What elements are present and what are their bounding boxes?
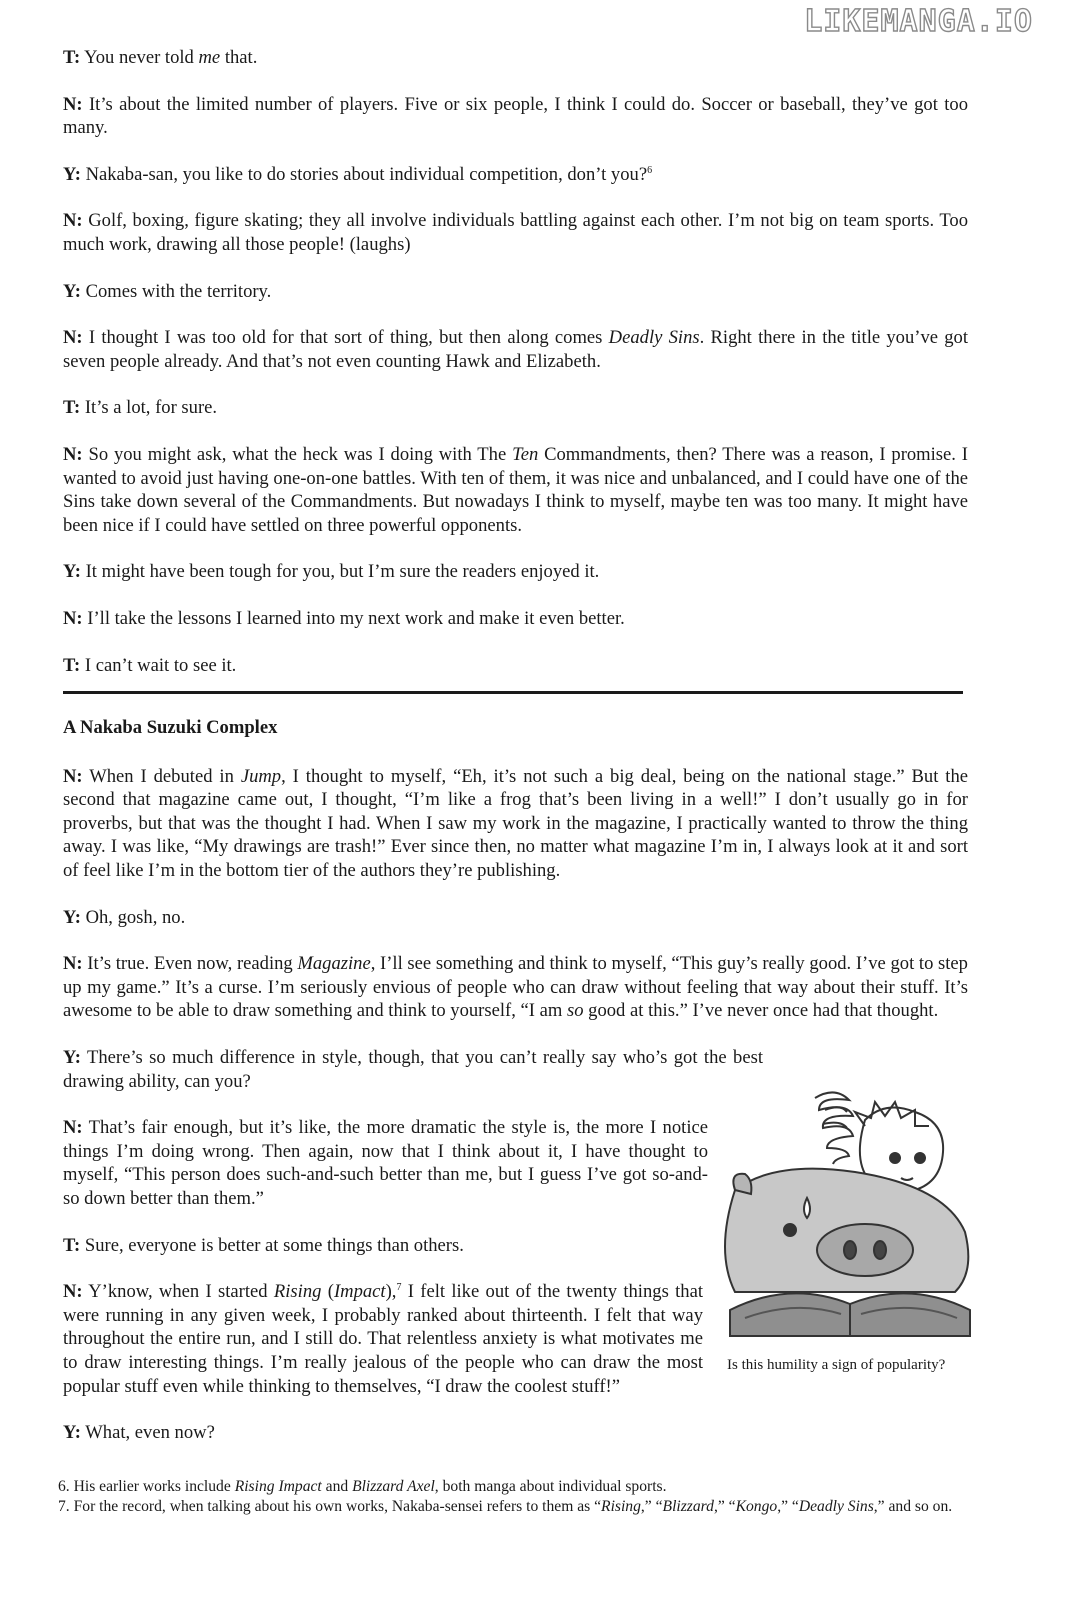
speaker-label: T: (63, 1234, 81, 1256)
dialogue-text: Comes with the territory. (80, 280, 272, 302)
speaker-label: Y: (63, 1422, 81, 1444)
speaker-label: N: (63, 443, 83, 465)
speaker-label: N: (63, 607, 83, 629)
emphasis-text: so (566, 1000, 584, 1022)
dialogue-paragraph (63, 209, 968, 256)
dialogue-text: Oh, gosh, no. (80, 906, 186, 928)
section-title: A Nakaba Suzuki Complex (63, 717, 278, 739)
footnote-text: 6. His earlier works include (58, 1478, 235, 1495)
book-icon (730, 1293, 970, 1336)
emphasis-text: Rising (273, 1281, 322, 1303)
dialogue-paragraph (63, 46, 968, 70)
dialogue-paragraph (63, 443, 968, 537)
dialogue-text: When I debuted in (82, 765, 241, 787)
dialogue-text: I can’t wait to see it. (80, 654, 237, 676)
dialogue-paragraph (63, 654, 968, 678)
dialogue-text: It’s about the limited number of players. Five or six people, I think I could do. Soccer or baseball, they’ve got too many. (63, 93, 968, 139)
emphasis-text: Rising (601, 1497, 641, 1515)
emphasis-text: Rising Impact (234, 1478, 322, 1495)
footnote-6 (58, 1477, 966, 1497)
emphasis-text: me (198, 47, 221, 68)
dialogue-text: It’s true. Even now, reading (82, 953, 298, 975)
dialogue-paragraph (63, 163, 968, 187)
footnotes (58, 1477, 966, 1516)
dialogue-text: , I’ll see something and think to myself, “This guy’s really good. I’ve got to step up my game.” It’s a curse. I’m seriously envious of people who can draw without feeling that way about their stuff. It’s awesome to be able to draw something and think to yourself, “I am (63, 953, 968, 1022)
speaker-label: N: (63, 765, 83, 787)
dialogue-paragraph (63, 396, 968, 420)
dialogue-paragraph (63, 765, 968, 883)
dialogue-text: That’s fair enough, but it’s like, the more dramatic the style is, the more I notice things I’m doing wrong. Then again, now that I think about it, I have thought to myself, “This person does such-and-such better than me, but I guess I’ve got so-and-so down better than them.” (63, 1117, 708, 1209)
dialogue-paragraph (63, 560, 968, 584)
footnote-text: 7. For the record, when talking about his own works, Nakaba-sensei refers to them as “ (58, 1497, 602, 1515)
emphasis-text: Ten (512, 443, 539, 465)
footnote-text: , both manga about individual sports. (434, 1478, 667, 1495)
speaker-label: N: (63, 1281, 83, 1303)
speaker-label: N: (63, 210, 83, 232)
emphasis-text: Deadly Sins (608, 327, 700, 349)
section-divider (63, 691, 963, 694)
emphasis-text: Magazine (297, 953, 371, 975)
dialogue-paragraph (63, 93, 968, 140)
speaker-label: Y: (63, 561, 81, 583)
emphasis-text: Blizzard Axel (352, 1478, 435, 1495)
speaker-label: Y: (63, 906, 81, 928)
emphasis-text: Kongo (735, 1497, 778, 1515)
pig-creature-icon (725, 1169, 968, 1292)
dialogue-text: Nakaba-san, you like to do stories about individual competition, don’t you? (80, 163, 648, 185)
dialogue-paragraph (63, 1280, 703, 1398)
footnote-text: ,” “ (713, 1497, 736, 1515)
dialogue-text: I felt like out of the twenty things that were running in any given week, I probably ranked about thirteenth. I felt that way throughout the entire run, and I still do. That relentless anxiety is what motivates me to draw interesting things. I’m really jealous of the people who can draw the most popular stuff even while thinking to themselves, “I draw the coolest stuff!” (63, 1281, 703, 1397)
dialogue-text: that. (220, 47, 258, 68)
speaker-label: N: (63, 327, 83, 349)
footnote-text: and (321, 1478, 353, 1495)
speaker-label: N: (63, 1117, 83, 1139)
dialogue-paragraph (63, 952, 968, 1023)
dialogue-text: It might have been tough for you, but I’m sure the readers enjoyed it. (80, 561, 600, 583)
dialogue-paragraph (63, 906, 968, 930)
dialogue-paragraph (63, 1116, 708, 1210)
dialogue-text: I’ll take the lessons I learned into my next work and make it even better. (82, 607, 625, 629)
dialogue-text: . Right there in the title you’ve got seven people already. And that’s not even counting Hawk and Elizabeth. (63, 327, 969, 372)
speaker-label: N: (63, 93, 83, 115)
dialogue-text: What, even now? (80, 1422, 215, 1444)
dialogue-text: Sure, everyone is better at some things than others. (80, 1234, 464, 1256)
speaker-label: Y: (63, 280, 81, 302)
dialogue-text: I thought I was too old for that sort of thing, but then along comes (82, 327, 609, 349)
speaker-label: T: (63, 654, 81, 676)
dialogue-text: Golf, boxing, figure skating; they all involve individuals battling against each other. I’m not big on team sports. Too much work, drawing all those people! (laughs) (63, 210, 968, 255)
dialogue-text: It’s a lot, for sure. (80, 397, 218, 419)
watermark-logo: LIKEMANGA.IO (804, 4, 1033, 39)
dialogue-paragraph (63, 326, 968, 373)
illustration-caption: Is this humility a sign of popularity? (727, 1357, 946, 1373)
footnote-text: ,” “ (777, 1497, 799, 1515)
dialogue-text: ), (385, 1281, 397, 1303)
footnote-7 (58, 1497, 966, 1517)
footnote-text: ,” “ (640, 1497, 663, 1515)
speaker-label: T: (63, 397, 81, 419)
emphasis-text: Jump (240, 765, 282, 787)
speaker-label: Y: (63, 1047, 81, 1069)
speaker-label: Y: (63, 163, 81, 185)
dialogue-text: good at this.” I’ve never once had that thought. (583, 1000, 939, 1022)
dialogue-paragraph (63, 1421, 968, 1445)
speaker-label: N: (63, 953, 83, 975)
dialogue-text: There’s so much difference in style, though, that you can’t really say who’s got the best drawing ability, can you? (63, 1047, 763, 1092)
dialogue-text: , I thought to myself, “Eh, it’s not such a big deal, being on the national stage.” But the second that magazine came out, I thought, “I’m like a frog that’s been living in a well!” I don’t usually go in for proverbs, but that was the thought I had. When I saw my work in the magazine, I practically wanted to throw the thing away. I was like, “My drawings are trash!” Ever since then, no matter what magazine I’m in, I always look at it and sort of feel like I’m in the bottom tier of the authors they’re publishing. (63, 765, 968, 882)
dialogue-text: ( (321, 1281, 334, 1303)
footnote-marker: 7 (396, 1282, 402, 1293)
scribble-icon (815, 1092, 853, 1164)
speaker-label: T: (63, 47, 81, 68)
dialogue-paragraph (63, 607, 968, 631)
dialogue-text: So you might ask, what the heck was I doing with The (82, 443, 513, 465)
dialogue-text: Y’know, when I started (82, 1281, 274, 1303)
footnote-marker: 6 (647, 164, 653, 176)
emphasis-text: Blizzard (662, 1497, 714, 1515)
footnote-text: ,” and so on. (873, 1497, 953, 1515)
dialogue-text: You never told (80, 47, 199, 68)
chibi-illustration (715, 1080, 977, 1340)
emphasis-text: Impact (333, 1281, 386, 1303)
dialogue-text: Commandments, then? There was a reason, I promise. I wanted to avoid just having one-on-one battles. With ten of them, it was nice and unbalanced, and I could have one of the Sins take down several of the Commandments. But nowadays I think to myself, maybe ten was too many. It might have been nice if I could have settled on three powerful opponents. (63, 443, 968, 536)
dialogue-paragraph (63, 1046, 763, 1093)
emphasis-text: Deadly Sins (798, 1497, 874, 1515)
dialogue-paragraph (63, 280, 968, 304)
